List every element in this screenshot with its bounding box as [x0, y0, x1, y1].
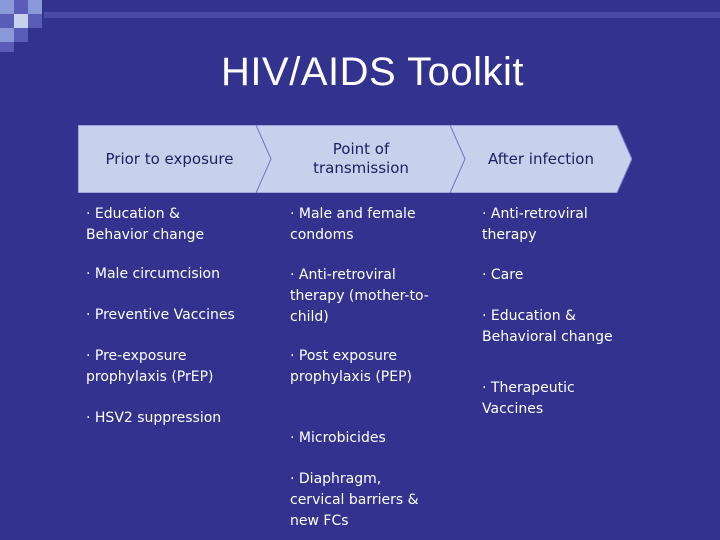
list-item: · Anti-retroviral therapy — [482, 206, 588, 243]
list-item: · Pre-exposure prophylaxis (PrEP) — [86, 348, 214, 385]
list-item: · Anti-retroviral therapy (mother-to- child) — [290, 267, 429, 325]
list-item: · HSV2 suppression — [86, 410, 222, 426]
list-item: · Education & Behavioral change — [482, 308, 613, 345]
chevron-label: Point of transmission — [313, 140, 409, 177]
chevron-prior-to-exposure — [78, 125, 273, 193]
chevron-label: Prior to exposure — [105, 149, 234, 168]
list-item: · Microbicides — [290, 430, 386, 446]
list-item: · Care — [482, 267, 524, 283]
chevron-label: After infection — [488, 149, 594, 168]
slide-title: HIV/AIDS Toolkit — [221, 50, 524, 94]
list-item: · Therapeutic Vaccines — [482, 380, 575, 417]
list-item: · Male and female condoms — [290, 206, 416, 243]
list-item: · Male circumcision — [86, 266, 220, 282]
chevron-point-of-transmission — [256, 125, 466, 193]
top-divider — [44, 12, 720, 18]
list-item: · Education & Behavior change — [86, 206, 205, 243]
list-item: · Preventive Vaccines — [86, 307, 235, 323]
list-item: · Diaphragm, cervical barriers & new FCs — [290, 471, 419, 529]
chevron-after-infection — [450, 125, 632, 193]
list-item: · Post exposure prophylaxis (PEP) — [290, 348, 412, 385]
